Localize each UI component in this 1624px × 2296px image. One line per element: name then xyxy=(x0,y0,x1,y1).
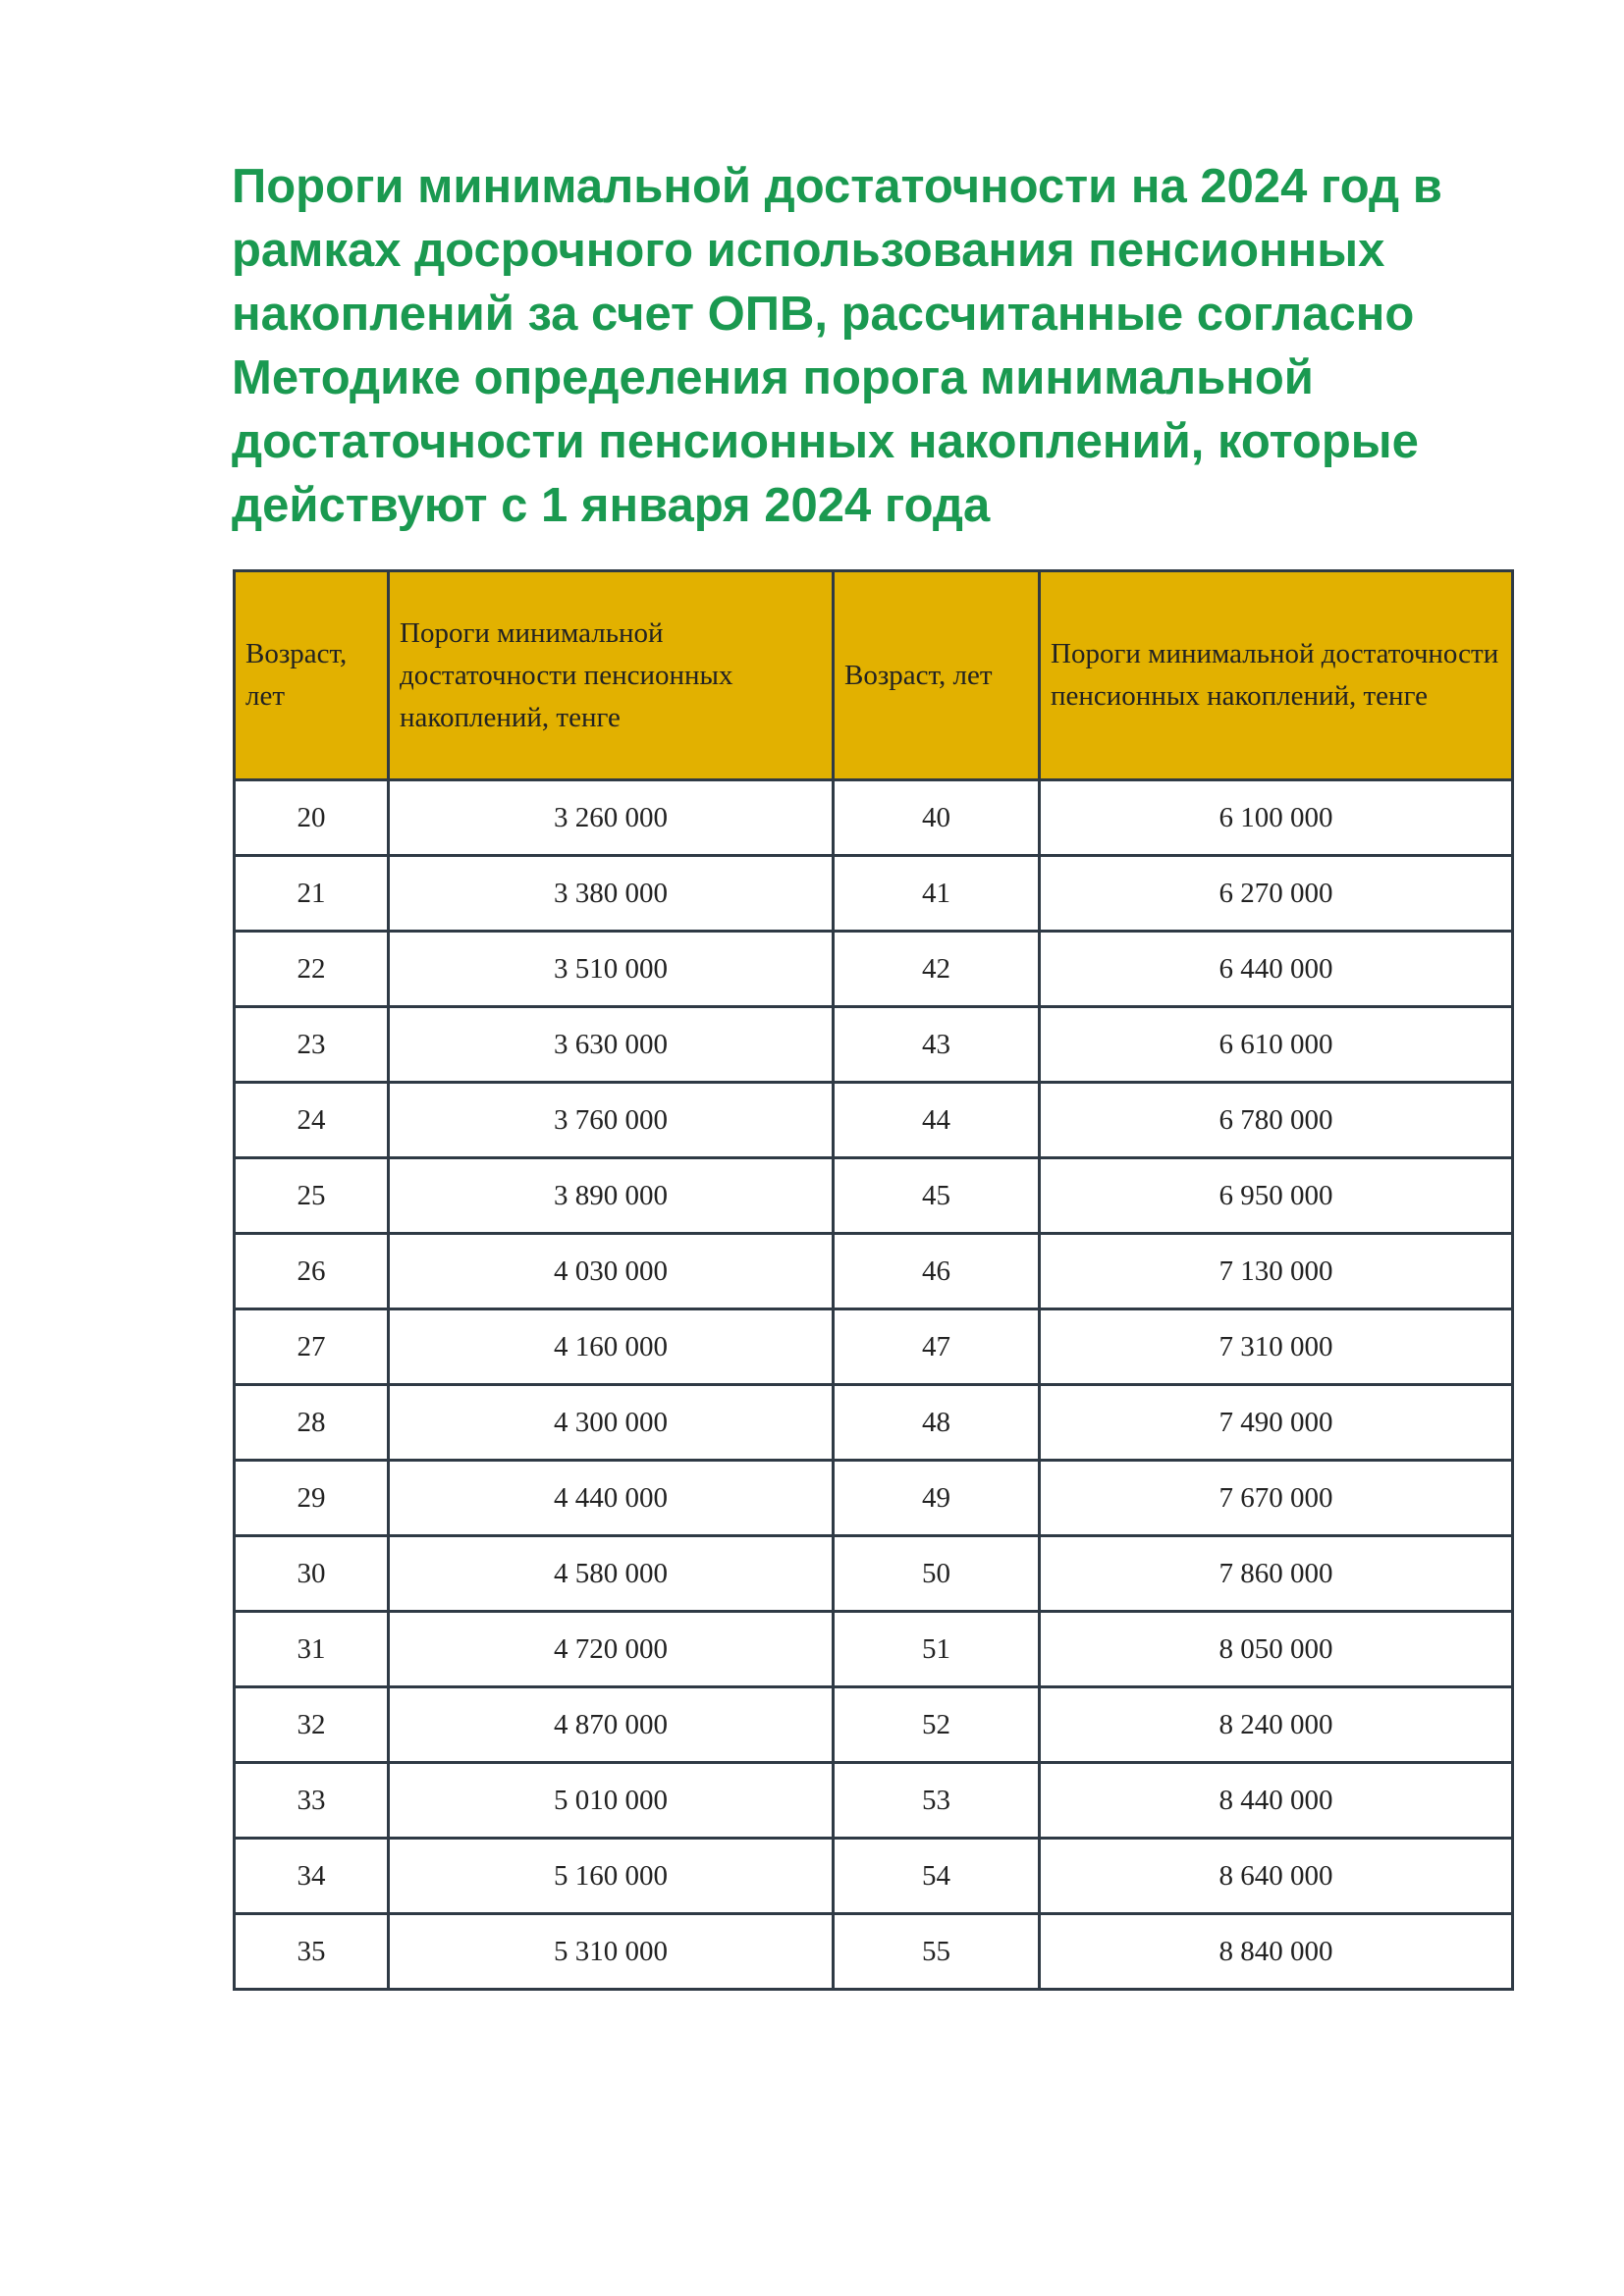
threshold-left-cell: 3 260 000 xyxy=(389,780,834,856)
age-left-cell: 25 xyxy=(235,1158,389,1234)
threshold-right-cell: 8 240 000 xyxy=(1040,1687,1513,1763)
thresholds-table xyxy=(233,569,1514,1991)
threshold-left-cell: 3 890 000 xyxy=(389,1158,834,1234)
threshold-left-cell: 4 580 000 xyxy=(389,1536,834,1612)
table-row xyxy=(235,1385,1513,1461)
age-left-cell: 33 xyxy=(235,1763,389,1839)
age-right-cell: 46 xyxy=(834,1234,1040,1309)
threshold-right-cell: 8 440 000 xyxy=(1040,1763,1513,1839)
threshold-left-cell: 4 030 000 xyxy=(389,1234,834,1309)
threshold-left-cell: 3 760 000 xyxy=(389,1083,834,1158)
age-right-cell: 51 xyxy=(834,1612,1040,1687)
threshold-right-cell: 6 440 000 xyxy=(1040,932,1513,1007)
age-left-cell: 32 xyxy=(235,1687,389,1763)
threshold-right-cell: 7 490 000 xyxy=(1040,1385,1513,1461)
age-right-cell: 42 xyxy=(834,932,1040,1007)
threshold-right-cell: 8 050 000 xyxy=(1040,1612,1513,1687)
header-age-right: Возраст, лет xyxy=(834,571,1040,780)
age-right-cell: 47 xyxy=(834,1309,1040,1385)
age-left-cell: 20 xyxy=(235,780,389,856)
age-left-cell: 26 xyxy=(235,1234,389,1309)
table-header-row xyxy=(235,571,1513,780)
table-row xyxy=(235,780,1513,856)
threshold-right-cell: 6 100 000 xyxy=(1040,780,1513,856)
table-row xyxy=(235,1687,1513,1763)
table-row xyxy=(235,1083,1513,1158)
age-left-cell: 24 xyxy=(235,1083,389,1158)
age-right-cell: 40 xyxy=(834,780,1040,856)
age-right-cell: 45 xyxy=(834,1158,1040,1234)
table-row xyxy=(235,1914,1513,1990)
threshold-right-cell: 7 670 000 xyxy=(1040,1461,1513,1536)
table-row xyxy=(235,1309,1513,1385)
table-row xyxy=(235,1536,1513,1612)
threshold-right-cell: 6 610 000 xyxy=(1040,1007,1513,1083)
threshold-right-cell: 6 270 000 xyxy=(1040,856,1513,932)
age-left-cell: 31 xyxy=(235,1612,389,1687)
age-right-cell: 49 xyxy=(834,1461,1040,1536)
table-row xyxy=(235,856,1513,932)
threshold-left-cell: 4 440 000 xyxy=(389,1461,834,1536)
table-body xyxy=(235,780,1513,1990)
age-left-cell: 21 xyxy=(235,856,389,932)
threshold-right-cell: 6 780 000 xyxy=(1040,1083,1513,1158)
threshold-left-cell: 4 160 000 xyxy=(389,1309,834,1385)
threshold-left-cell: 4 720 000 xyxy=(389,1612,834,1687)
threshold-right-cell: 7 860 000 xyxy=(1040,1536,1513,1612)
age-left-cell: 29 xyxy=(235,1461,389,1536)
age-right-cell: 54 xyxy=(834,1839,1040,1914)
threshold-left-cell: 4 300 000 xyxy=(389,1385,834,1461)
table-row xyxy=(235,1007,1513,1083)
threshold-right-cell: 8 840 000 xyxy=(1040,1914,1513,1990)
table-row xyxy=(235,1612,1513,1687)
threshold-right-cell: 8 640 000 xyxy=(1040,1839,1513,1914)
page-title: Пороги минимальной достаточности на 2024 год в рамках досрочного использования пенсионных накоплений за счет ОПВ, рассчитанные согласно Методике определения порога минимальной достаточности пенсионных накоплений, которые действуют с 1 января 2024 года xyxy=(232,160,1442,532)
header-age-left: Возраст, лет xyxy=(235,571,389,780)
age-right-cell: 50 xyxy=(834,1536,1040,1612)
header-threshold-right: Пороги минимальной достаточности пенсионных накоплений, тенге xyxy=(1040,571,1513,780)
age-left-cell: 23 xyxy=(235,1007,389,1083)
threshold-left-cell: 5 010 000 xyxy=(389,1763,834,1839)
age-right-cell: 41 xyxy=(834,856,1040,932)
age-left-cell: 27 xyxy=(235,1309,389,1385)
threshold-right-cell: 6 950 000 xyxy=(1040,1158,1513,1234)
table-row xyxy=(235,1839,1513,1914)
age-left-cell: 22 xyxy=(235,932,389,1007)
threshold-left-cell: 3 630 000 xyxy=(389,1007,834,1083)
age-right-cell: 52 xyxy=(834,1687,1040,1763)
table-row xyxy=(235,1158,1513,1234)
threshold-left-cell: 5 310 000 xyxy=(389,1914,834,1990)
threshold-left-cell: 4 870 000 xyxy=(389,1687,834,1763)
age-left-cell: 34 xyxy=(235,1839,389,1914)
age-right-cell: 44 xyxy=(834,1083,1040,1158)
threshold-left-cell: 3 510 000 xyxy=(389,932,834,1007)
age-left-cell: 35 xyxy=(235,1914,389,1990)
age-right-cell: 53 xyxy=(834,1763,1040,1839)
age-right-cell: 48 xyxy=(834,1385,1040,1461)
table-row xyxy=(235,1234,1513,1309)
header-threshold-left: Пороги минимальной достаточности пенсионных накоплений, тенге xyxy=(389,571,834,780)
age-right-cell: 55 xyxy=(834,1914,1040,1990)
threshold-left-cell: 3 380 000 xyxy=(389,856,834,932)
threshold-right-cell: 7 310 000 xyxy=(1040,1309,1513,1385)
age-right-cell: 43 xyxy=(834,1007,1040,1083)
age-left-cell: 30 xyxy=(235,1536,389,1612)
table-row xyxy=(235,1763,1513,1839)
table-row xyxy=(235,1461,1513,1536)
threshold-left-cell: 5 160 000 xyxy=(389,1839,834,1914)
table-row xyxy=(235,932,1513,1007)
age-left-cell: 28 xyxy=(235,1385,389,1461)
threshold-right-cell: 7 130 000 xyxy=(1040,1234,1513,1309)
